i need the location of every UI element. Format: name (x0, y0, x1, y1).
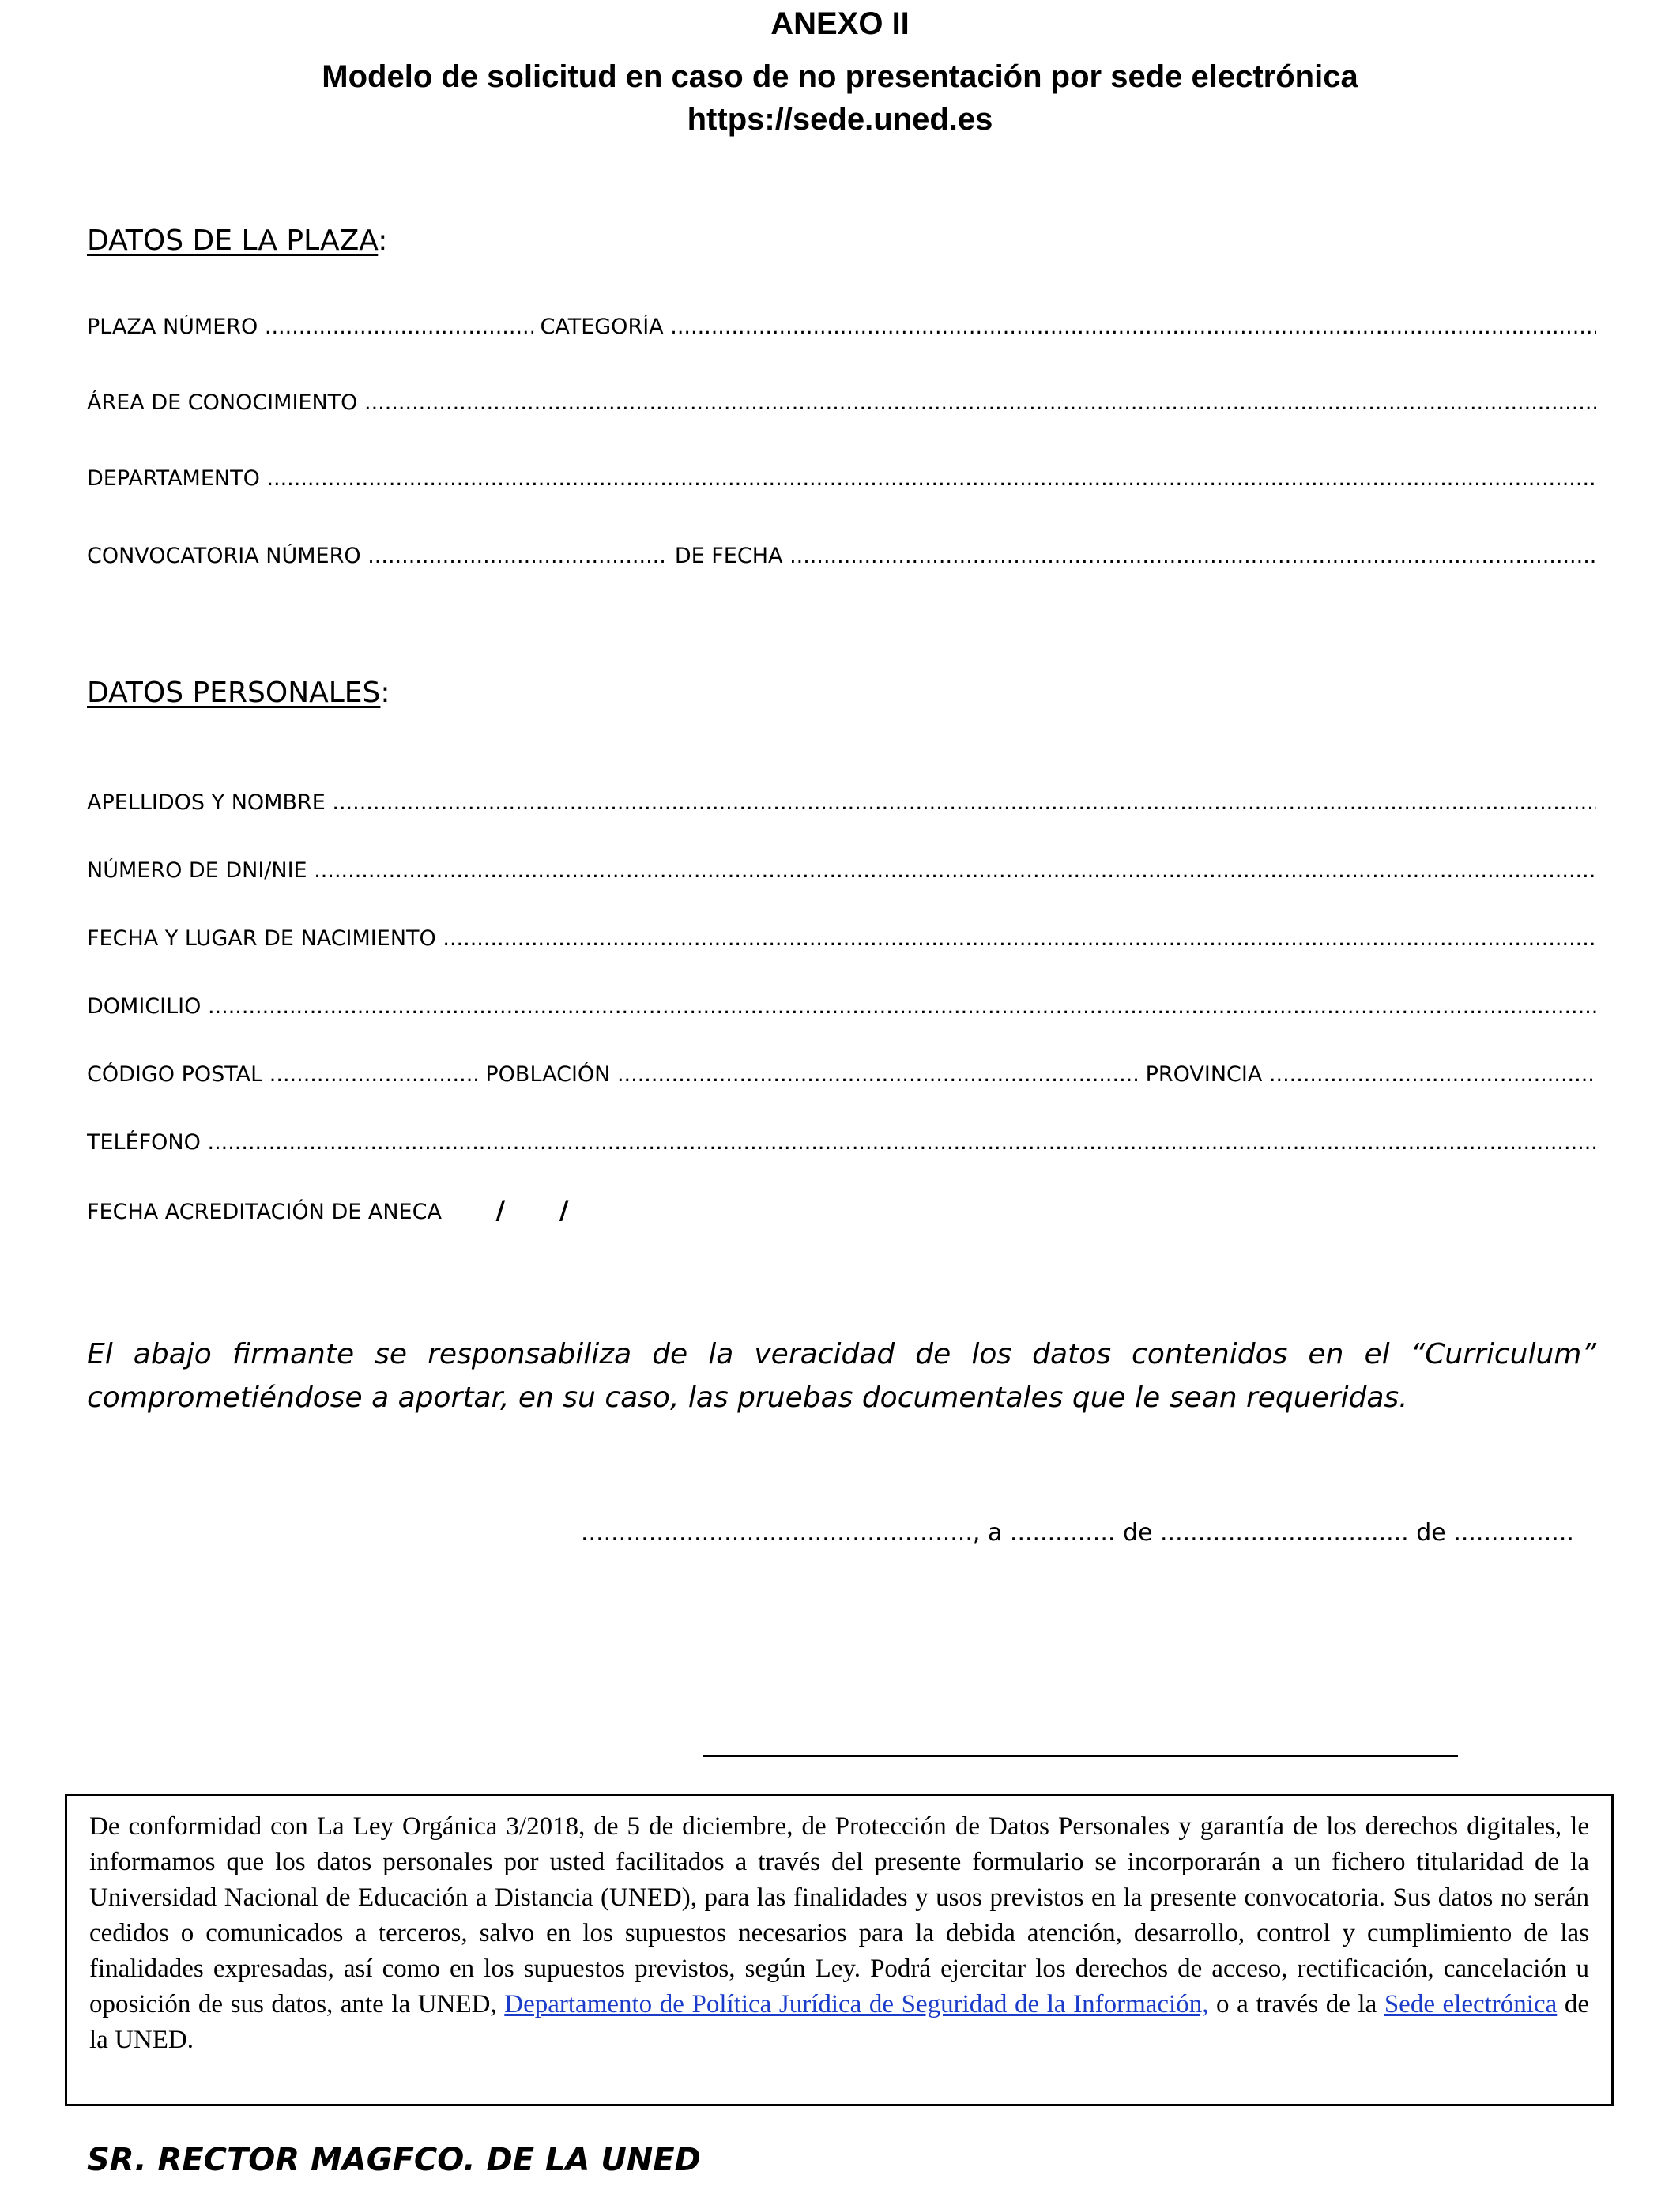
label-categoria: CATEGORÍA (540, 315, 664, 339)
label-convocatoria: CONVOCATORIA NÚMERO (87, 544, 361, 568)
input-categoria[interactable] (670, 315, 1596, 339)
label-a: , a (972, 1519, 1003, 1547)
input-provincia[interactable] (1269, 1062, 1596, 1087)
label-nacimiento: FECHA Y LUGAR DE NACIMIENTO (87, 926, 436, 951)
label-dni: NÚMERO DE DNI/NIE (87, 858, 307, 883)
input-area[interactable] (364, 390, 1596, 415)
input-telefono[interactable] (207, 1130, 1596, 1155)
label-de-2: de (1416, 1519, 1446, 1547)
label-codigo-postal: CÓDIGO POSTAL (87, 1062, 263, 1087)
label-provincia: PROVINCIA (1145, 1062, 1263, 1087)
personales-heading-colon: : (380, 677, 390, 709)
input-month[interactable]: ................................. (1160, 1519, 1409, 1547)
input-departamento[interactable] (266, 466, 1596, 491)
aneca-slash-1: / (495, 1195, 506, 1225)
field-convocatoria (87, 544, 1596, 568)
plaza-heading-colon: : (378, 224, 388, 257)
label-de-fecha: DE FECHA (674, 544, 783, 568)
label-departamento: DEPARTAMENTO (87, 466, 260, 491)
document-subtitle (0, 55, 1680, 141)
field-area (87, 390, 1596, 415)
personales-heading-text: DATOS PERSONALES (87, 677, 381, 709)
field-domicilio (87, 994, 1596, 1019)
label-area: ÁREA DE CONOCIMIENTO (87, 390, 358, 415)
input-dni[interactable] (314, 858, 1596, 883)
section-heading-personales (87, 677, 390, 709)
field-telefono (87, 1130, 1596, 1155)
field-apellidos (87, 790, 1596, 815)
input-codigo-postal[interactable] (269, 1062, 479, 1087)
label-apellidos: APELLIDOS Y NOMBRE (87, 790, 326, 815)
plaza-heading-text: DATOS DE LA PLAZA (87, 224, 379, 257)
input-convocatoria[interactable] (367, 544, 668, 568)
signature-line[interactable] (703, 1755, 1458, 1757)
field-plaza-numero-categoria (87, 315, 1596, 339)
field-dni (87, 858, 1596, 883)
input-domicilio[interactable] (208, 994, 1596, 1019)
privacy-notice-box (65, 1794, 1614, 2106)
label-plaza-numero: PLAZA NÚMERO (87, 315, 258, 339)
date-place-line (581, 1519, 1574, 1547)
label-poblacion: POBLACIÓN (485, 1062, 611, 1087)
sede-url: https://sede.uned.es (687, 102, 993, 137)
label-domicilio: DOMICILIO (87, 994, 202, 1019)
input-apellidos[interactable] (332, 790, 1596, 815)
field-departamento (87, 466, 1596, 491)
section-heading-plaza (87, 224, 387, 257)
declaration-text: El abajo firmante se responsabiliza de la veracidad de los datos contenidos en el “Curriculum” comprometiéndose a aportar, en su caso, las pruebas documentales que le sean requeridas. (87, 1338, 1596, 1414)
input-plaza-numero[interactable] (265, 315, 533, 339)
link-departamento-politica-juridica[interactable]: Departamento de Política Jurídica de Seguridad de la Información, (504, 1990, 1209, 2019)
privacy-text-after: de la UNED. (89, 1990, 1589, 2054)
privacy-text-middle: o a través de la (1208, 1990, 1384, 2019)
subtitle-text: Modelo de solicitud en caso de no presentación por sede electrónica (322, 59, 1358, 94)
label-de-1: de (1122, 1519, 1153, 1547)
link-sede-electronica[interactable]: Sede electrónica (1384, 1990, 1558, 2019)
document-title: ANEXO II (770, 6, 910, 41)
input-poblacion[interactable] (617, 1062, 1139, 1087)
field-aneca (87, 1195, 1596, 1225)
input-de-fecha[interactable] (789, 544, 1596, 568)
input-place[interactable]: .................................................... (581, 1519, 973, 1547)
privacy-text-before: De conformidad con La Ley Orgánica 3/2018, de 5 de diciembre, de Protección de Datos Personales y garantía de los derechos digitales, le informamos que los datos personales por usted facilitados a través del presente formulario se incorporarán a un fichero titularidad de la Universidad Nacional de Educación a Distancia (UNED), para las finalidades y usos previstos en la presente convocatoria. Sus datos no serán cedidos o comunicados a terceros, salvo en los supuestos necesarios para la debida atención, desarrollo, control y cumplimiento de las finalidades expresadas, así como en los supuestos previstos, según Ley. Podrá ejercitar los derechos de acceso, rectificación, cancelación u oposición de sus datos, ante la UNED, (89, 1812, 1589, 2019)
aneca-slash-2: / (559, 1195, 569, 1225)
label-telefono: TELÉFONO (87, 1130, 201, 1155)
input-year[interactable]: ................ (1453, 1519, 1574, 1547)
label-aneca: FECHA ACREDITACIÓN DE ANECA (87, 1200, 442, 1224)
input-day[interactable]: .............. (1009, 1519, 1116, 1547)
field-nacimiento (87, 926, 1596, 951)
field-codigo-postal-poblacion-provincia (87, 1062, 1596, 1087)
addressee: SR. RECTOR MAGFCO. DE LA UNED (87, 2142, 701, 2178)
input-nacimiento[interactable] (443, 926, 1596, 951)
